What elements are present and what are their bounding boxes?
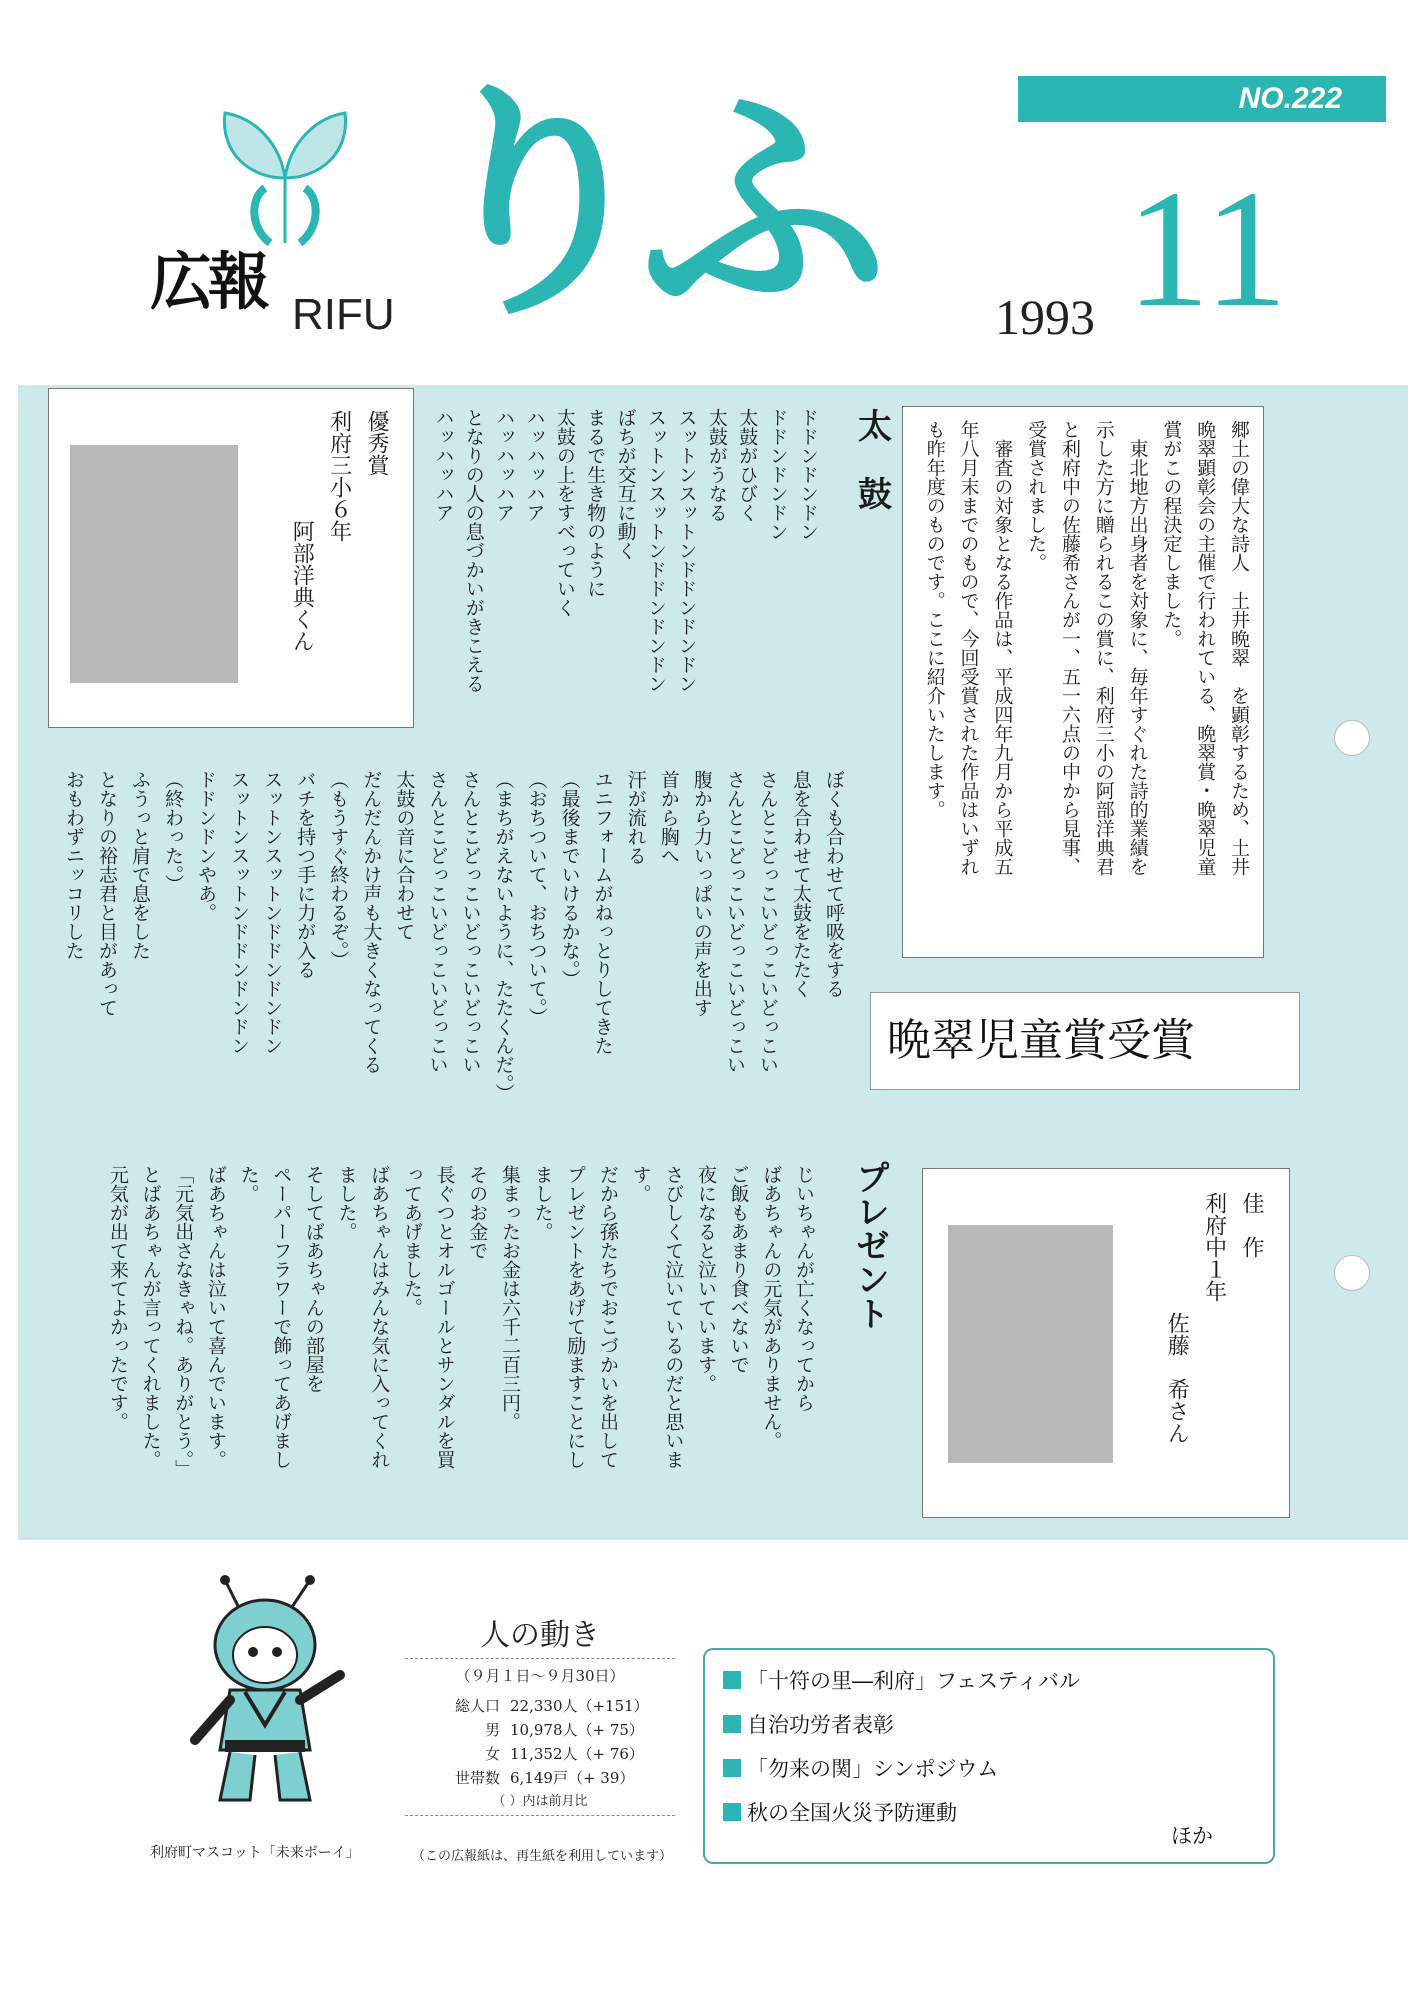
poem-line: ぼくも合わせて呼吸をする <box>823 770 845 998</box>
poem-line: そしてばあちゃんの部屋を <box>302 1165 325 1393</box>
poem1-title: 太 鼓 <box>851 408 892 510</box>
poem2-body <box>60 1165 820 1535</box>
poem-line: （まちがえないように、たたくんだ。） <box>492 770 515 1103</box>
poem-line: 太鼓の上をすべっていく <box>553 408 576 617</box>
poem-line: さんとこどっこいどっこいどっこい <box>756 770 779 1074</box>
stats-label: 女 <box>484 1745 500 1763</box>
poem-line: 汗が流れる <box>624 770 647 865</box>
poem-line: さびしくて泣いているのだと思いま <box>662 1165 685 1469</box>
poem-line: 太鼓がひびく <box>736 408 759 522</box>
poem-line: ドドンドンやあ。 <box>195 770 218 922</box>
stats-title: 人の動き <box>405 1610 675 1659</box>
poem-line: 太鼓がうなる <box>705 408 728 522</box>
award-label: 優秀賞 <box>364 410 389 476</box>
poem-line: さんとこどっこいどっこいどっこい <box>459 770 482 1074</box>
poem-line: 腹から力いっぱいの声を出す <box>690 770 713 1017</box>
poem-line: さんとこどっこいどっこいどっこい <box>426 770 449 1074</box>
poem-line: ハッハッハア <box>523 408 546 522</box>
poem-line: おもわずニッコリした <box>62 770 85 960</box>
poem-line: ばあちゃんは泣いて喜んでいます。 <box>204 1165 227 1469</box>
square-bullet-icon <box>723 1671 741 1689</box>
rifu-english-title: RIFU <box>292 290 395 339</box>
intro-line: 賞がこの程決定しました。 <box>1160 420 1183 648</box>
poem-line: そのお金で <box>466 1165 489 1260</box>
issue-number: NO.222 <box>1018 76 1386 122</box>
school-label: 利府三小６年 <box>326 410 352 542</box>
poem-line: プレゼントをあげて励ますことにし <box>564 1165 587 1469</box>
punch-hole <box>1334 720 1370 756</box>
poem-line: 集まったお金は六千二百三円。 <box>498 1165 521 1431</box>
school-label: 利府中１年 <box>1201 1192 1227 1302</box>
poem-line: ハッハッハア <box>432 408 455 522</box>
poem-line: 息を合わせて太鼓をたたく <box>789 770 812 998</box>
stats-label: 男 <box>484 1721 500 1739</box>
poem-line: 首から胸へ <box>657 770 680 865</box>
poem-line: ご飯もあまり食べないで <box>727 1165 750 1374</box>
koho-logo-text: 広報 <box>150 245 267 318</box>
intro-line: 審査の対象となる作品は、平成四年九月から平成五 <box>991 420 1014 876</box>
punch-hole <box>1334 1255 1370 1291</box>
issue-year: 1993 <box>995 289 1095 345</box>
poem-line: ドドンドンドン <box>797 408 819 541</box>
poem-line: ふうっと肩で息をした <box>129 770 152 960</box>
stats-value: 22,330人（+151） <box>510 1697 649 1715</box>
stats-period: （９月１日～９月30日） <box>455 1667 625 1685</box>
stats-note: （ ）内は前月比 <box>405 1790 675 1816</box>
poem1-upper <box>418 408 823 758</box>
contents-box <box>703 1648 1275 1864</box>
poem-line: ました。 <box>531 1165 554 1241</box>
recycle-note: （この広報紙は、再生紙を利用しています） <box>412 1849 673 1864</box>
stats-label: 世帯数 <box>454 1769 500 1787</box>
poem-line: ばあちゃんの元気がありません。 <box>760 1165 783 1450</box>
poem-line: ばちが交互に動く <box>614 408 637 560</box>
author2-info <box>1130 1192 1270 1502</box>
issue-month: 11 <box>1126 156 1288 342</box>
poem-line: （最後までいけるかな。） <box>558 770 581 989</box>
intro-line: 晩翠顕彰会の主催で行われている、晩翠賞・晩翠児童 <box>1194 420 1217 876</box>
intro-line: 東北地方出身者を対象に、毎年すぐれた詩的業績を <box>1126 420 1149 876</box>
poem-line: さんとこどっこいどっこいどっこい <box>723 770 746 1074</box>
population-stats <box>405 1610 675 1816</box>
poem-line: （もうすぐ終わるぞ。） <box>327 770 350 970</box>
poem-line: スットンスットンドドンドンドン <box>675 408 698 693</box>
author1-info <box>255 410 395 710</box>
poem-line: 元気が出て来てよかったです。 <box>106 1165 129 1431</box>
poem-line: スットンスットンドドンドンドン <box>228 770 251 1055</box>
intro-line: 郷土の偉大な詩人 土井晩翠 を顕彰するため、土井 <box>1228 420 1250 876</box>
poem-line: た。 <box>237 1165 260 1203</box>
author2-photo <box>948 1225 1113 1463</box>
poem-line: 長ぐつとオルゴールとサンダルを買 <box>433 1165 456 1469</box>
poem-line: スットンスットンドドンドンドン <box>261 770 284 1055</box>
poem-line: バチを持つ手に力が入る <box>294 770 317 979</box>
poem-line: 太鼓の音に合わせて <box>393 770 416 941</box>
contents-item: 秋の全国火災予防運動 <box>705 1790 1273 1834</box>
intro-line: 年八月末までのもので、今回受賞された作品はいずれ <box>957 420 980 876</box>
square-bullet-icon <box>723 1759 741 1777</box>
poem-line: ってあげました。 <box>400 1165 423 1317</box>
poem-line: ばあちゃんはみんな気に入ってくれ <box>368 1165 391 1469</box>
intro-line: 受賞されました。 <box>1025 420 1048 572</box>
stats-value: 6,149戸（+ 39） <box>510 1769 635 1787</box>
poem-line: ました。 <box>335 1165 358 1241</box>
poem-line: ユニフォームがねっとりしてきた <box>591 770 614 1055</box>
intro-text <box>910 420 1255 950</box>
poem-line: （おちついて、おちついて。） <box>525 770 548 1027</box>
author-name: 阿部洋典くん <box>289 520 315 652</box>
poem-line: まるで生き物のように <box>584 408 607 598</box>
intro-line: も昨年度のものです。ここに紹介いたします。 <box>923 420 946 819</box>
poem1-lower <box>40 770 850 1165</box>
contents-item: 「勿来の関」シンポジウム <box>705 1746 1273 1790</box>
mascot-icon <box>170 1570 360 1810</box>
poem-line: スットンスットンドドンドンドン <box>645 408 668 693</box>
contents-more: ほか <box>1171 1824 1213 1848</box>
poem-line: となりの裕志君と目があって <box>95 770 118 1017</box>
rifu-title: りふ <box>415 59 863 350</box>
poem2-title: プレゼント <box>849 1160 890 1330</box>
intro-line: と利府中の佐藤希さんが一、五一六点の中から見事、 <box>1058 420 1081 876</box>
headline: 晩翠児童賞受賞 <box>870 992 1300 1090</box>
square-bullet-icon <box>723 1803 741 1821</box>
poem-line: 「元気出さなきゃね。ありがとう。」 <box>172 1165 195 1479</box>
stats-value: 11,352人（+ 76） <box>510 1745 644 1763</box>
poem-line: ハッハッハア <box>493 408 516 522</box>
poem-line: とばあちゃんが言ってくれました。 <box>139 1165 162 1469</box>
stats-value: 10,978人（+ 75） <box>510 1721 644 1739</box>
intro-line: 示した方に贈られるこの賞に、利府三小の阿部洋典君 <box>1092 420 1115 876</box>
poem-line: となりの人の息づかいがきこえる <box>462 408 485 693</box>
award-label: 佳 作 <box>1239 1192 1264 1258</box>
poem-line: だから孫たちでおこづかいを出して <box>596 1165 619 1469</box>
square-bullet-icon <box>723 1715 741 1733</box>
author1-photo <box>70 445 238 683</box>
poem-line: す。 <box>629 1165 652 1203</box>
poem-line: だんだんかけ声も大きくなってくる <box>360 770 383 1074</box>
author-name: 佐藤 希さん <box>1164 1312 1190 1444</box>
poem-line: じいちゃんが亡くなってから <box>793 1165 815 1412</box>
contents-item: 「十符の里―利府」フェスティバル <box>705 1658 1273 1702</box>
poem-line: 夜になると泣いています。 <box>694 1165 717 1393</box>
poem-line: ペーパーフラワーで飾ってあげまし <box>270 1165 293 1469</box>
leaf-logo-icon <box>210 108 360 248</box>
contents-item: 自治功労者表彰 <box>705 1702 1273 1746</box>
stats-label: 総人口 <box>454 1697 500 1715</box>
poem-line: （終わった。） <box>162 770 185 894</box>
mascot-caption: 利府町マスコット「未来ボーイ」 <box>150 1845 360 1861</box>
poem-line: ドドンドンドン <box>766 408 789 541</box>
